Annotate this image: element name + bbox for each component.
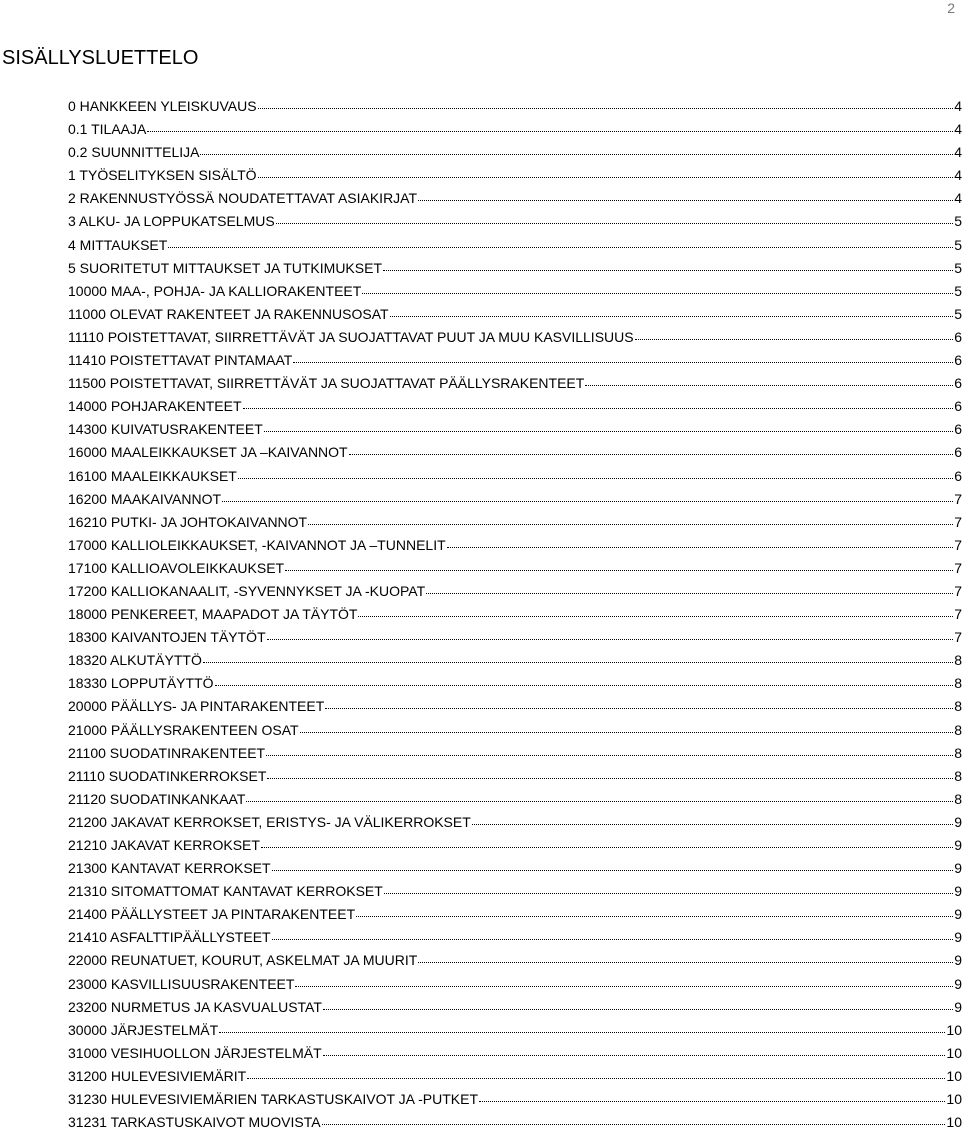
- toc-title: SISÄLLYSLUETTELO: [2, 47, 199, 69]
- toc-leader-dots: [246, 789, 953, 802]
- toc-leader-dots: [261, 835, 953, 848]
- toc-entry[interactable]: [68, 765, 962, 788]
- toc-entry[interactable]: [68, 649, 962, 672]
- toc-leader-dots: [168, 235, 953, 248]
- toc-entry-page: 9: [954, 975, 962, 992]
- toc-entry-label: 21300 KANTAVAT KERROKSET: [68, 860, 271, 877]
- toc-entry-page: 10: [946, 1021, 962, 1038]
- toc-leader-dots: [362, 281, 953, 294]
- toc-entry-page: 7: [954, 513, 962, 530]
- toc-entry[interactable]: [68, 1042, 962, 1065]
- toc-entry-label: 21400 PÄÄLLYSTEET JA PINTARAKENTEET: [68, 906, 356, 923]
- toc-entry[interactable]: [68, 326, 962, 349]
- toc-entry-label: 14300 KUIVATUSRAKENTEET: [68, 421, 263, 438]
- toc-entry-label: 21110 SUODATINKERROKSET: [68, 767, 267, 784]
- toc-entry-page: 9: [954, 813, 962, 830]
- toc-entry-label: 21410 ASFALTTIPÄÄLLYSTEET: [68, 929, 271, 946]
- toc-leader-dots: [383, 258, 953, 271]
- toc-entry-label: 10000 MAA-, POHJA- JA KALLIORAKENTEET: [68, 282, 362, 299]
- toc-entry[interactable]: [68, 834, 962, 857]
- toc-entry-label: 16000 MAALEIKKAUKSET JA –KAIVANNOT: [68, 444, 348, 461]
- toc-leader-dots: [418, 950, 953, 963]
- toc-entry-page: 4: [954, 144, 962, 161]
- toc-entry-page: 7: [954, 559, 962, 576]
- toc-leader-dots: [300, 720, 954, 733]
- toc-entry-page: 8: [954, 698, 962, 715]
- toc-leader-dots: [384, 881, 953, 894]
- toc-entry-label: 0.1 TILAAJA: [68, 121, 147, 138]
- toc-entry-page: 6: [954, 375, 962, 392]
- toc-entry[interactable]: [68, 580, 962, 603]
- toc-entry[interactable]: [68, 672, 962, 695]
- toc-leader-dots: [472, 812, 953, 825]
- toc-leader-dots: [200, 142, 953, 155]
- toc-leader-dots: [635, 327, 954, 340]
- toc-entry-page: 5: [954, 305, 962, 322]
- toc-entry[interactable]: [68, 488, 962, 511]
- toc-entry[interactable]: [68, 903, 962, 926]
- toc-entry-page: 5: [954, 282, 962, 299]
- toc-entry-page: 8: [954, 790, 962, 807]
- toc-entry-label: 14000 POHJARAKENTEET: [68, 398, 242, 415]
- toc-entry-page: 5: [954, 213, 962, 230]
- toc-entry[interactable]: [68, 1111, 962, 1134]
- toc-entry-page: 8: [954, 767, 962, 784]
- toc-entry[interactable]: [68, 210, 962, 233]
- toc-entry-label: 31231 TARKASTUSKAIVOT MUOVISTA: [68, 1114, 321, 1131]
- toc-entry[interactable]: [68, 257, 962, 280]
- toc-entry-page: 7: [954, 582, 962, 599]
- toc-leader-dots: [264, 419, 953, 432]
- toc-entry-label: 18330 LOPPUTÄYTTÖ: [68, 675, 214, 692]
- toc-entry[interactable]: [68, 303, 962, 326]
- toc-entry-page: 9: [954, 952, 962, 969]
- toc-entry[interactable]: [68, 603, 962, 626]
- toc-entry-page: 7: [954, 536, 962, 553]
- toc-entry[interactable]: [68, 719, 962, 742]
- toc-leader-dots: [356, 904, 953, 917]
- toc-entry-label: 11500 POISTETTAVAT, SIIRRETTÄVÄT JA SUOJATTAVAT PÄÄLLYSRAKENTEET: [68, 375, 585, 392]
- toc-entry-label: 2 RAKENNUSTYÖSSÄ NOUDATETTAVAT ASIAKIRJAT: [68, 190, 418, 207]
- toc-entry[interactable]: [68, 1019, 962, 1042]
- toc-entry[interactable]: [68, 164, 962, 187]
- toc-entry[interactable]: [68, 811, 962, 834]
- toc-entry-page: 4: [954, 121, 962, 138]
- toc-entry-page: 4: [954, 167, 962, 184]
- toc-entry[interactable]: [68, 1065, 962, 1088]
- toc-leader-dots: [215, 673, 954, 686]
- toc-entry-label: 3 ALKU- JA LOPPUKATSELMUS: [68, 213, 275, 230]
- toc-entry-label: 31200 HULEVESIVIEMÄRIT: [68, 1067, 247, 1084]
- toc-entry-label: 20000 PÄÄLLYS- JA PINTARAKENTEET: [68, 698, 325, 715]
- toc-entry-label: 18320 ALKUTÄYTTÖ: [68, 652, 202, 669]
- toc-leader-dots: [272, 927, 954, 940]
- toc-entry-page: 6: [954, 467, 962, 484]
- toc-entry-page: 6: [954, 398, 962, 415]
- toc-entry[interactable]: [68, 949, 962, 972]
- toc-leader-dots: [426, 581, 953, 594]
- toc-entry-page: 7: [954, 629, 962, 646]
- toc-entry-page: 9: [954, 837, 962, 853]
- toc-leader-dots: [447, 535, 954, 548]
- toc-entry-page: 6: [954, 444, 962, 461]
- toc-entry-label: 11410 POISTETTAVAT PINTAMAAT: [68, 352, 293, 369]
- toc-entry-page: 7: [954, 606, 962, 623]
- toc-entry[interactable]: [68, 118, 962, 141]
- toc-leader-dots: [322, 1112, 946, 1125]
- toc-entry[interactable]: [68, 926, 962, 949]
- toc-entry-page: 6: [954, 421, 962, 438]
- toc-entry-label: 31000 VESIHUOLLON JÄRJESTELMÄT: [68, 1044, 322, 1061]
- toc-leader-dots: [418, 188, 953, 201]
- toc-leader-dots: [349, 442, 954, 455]
- toc-entry-label: 1 TYÖSELITYKSEN SISÄLTÖ: [68, 167, 257, 184]
- toc-leader-dots: [308, 512, 953, 525]
- toc-entry-page: 9: [954, 998, 962, 1015]
- toc-entry[interactable]: [68, 996, 962, 1019]
- toc-entry[interactable]: [68, 418, 962, 441]
- toc-entry-label: 21120 SUODATINKANKAAT: [68, 790, 246, 807]
- toc-entry-label: 16100 MAALEIKKAUKSET: [68, 467, 237, 484]
- toc-leader-dots: [272, 858, 954, 871]
- toc-entry[interactable]: [68, 1088, 962, 1111]
- toc-entry[interactable]: [68, 395, 962, 418]
- toc-entry-label: 0 HANKKEEN YLEISKUVAUS: [68, 98, 257, 114]
- toc-entry[interactable]: [68, 695, 962, 718]
- toc-entry-label: 22000 REUNATUET, KOURUT, ASKELMAT JA MUURIT: [68, 952, 418, 969]
- toc-leader-dots: [222, 489, 953, 502]
- toc-entry[interactable]: [68, 465, 962, 488]
- toc-leader-dots: [258, 96, 954, 109]
- toc-leader-dots: [147, 119, 953, 132]
- toc-entry[interactable]: [68, 857, 962, 880]
- toc-entry-page: 7: [954, 490, 962, 507]
- toc-entry-page: 8: [954, 675, 962, 692]
- toc-entry[interactable]: [68, 280, 962, 303]
- toc-entry-label: 11000 OLEVAT RAKENTEET JA RAKENNUSOSAT: [68, 305, 389, 322]
- toc-entry[interactable]: [68, 441, 962, 464]
- toc-entry-label: 16200 MAAKAIVANNOT: [68, 490, 222, 507]
- toc-leader-dots: [293, 350, 953, 363]
- toc-entry-page: 4: [954, 190, 962, 207]
- toc-entry-label: 18300 KAIVANTOJEN TÄYTÖT: [68, 629, 266, 646]
- toc-leader-dots: [323, 1043, 946, 1056]
- toc-leader-dots: [258, 165, 954, 178]
- toc-entry-label: 17100 KALLIOAVOLEIKKAUKSET: [68, 559, 285, 576]
- toc-entry-label: 23000 KASVILLISUUSRAKENTEET: [68, 975, 295, 992]
- toc-leader-dots: [479, 1089, 945, 1102]
- toc-leader-dots: [267, 627, 954, 640]
- toc-entry-page: 5: [954, 259, 962, 276]
- toc-entry-page: 10: [946, 1091, 962, 1108]
- toc-leader-dots: [266, 743, 953, 756]
- toc-entry[interactable]: [68, 534, 962, 557]
- toc-entry-page: 4: [954, 98, 962, 114]
- toc-entry-label: 21000 PÄÄLLYSRAKENTEEN OSAT: [68, 721, 299, 738]
- toc-entry-label: 21310 SITOMATTOMAT KANTAVAT KERROKSET: [68, 883, 383, 900]
- toc-leader-dots: [325, 696, 953, 709]
- toc-entry-label: 31230 HULEVESIVIEMÄRIEN TARKASTUSKAIVOT JA -PUTKET: [68, 1091, 479, 1108]
- toc-leader-dots: [295, 974, 953, 987]
- toc-leader-dots: [390, 304, 954, 317]
- toc-entry-label: 23200 NURMETUS JA KASVUALUSTAT: [68, 998, 322, 1015]
- toc-leader-dots: [585, 373, 953, 386]
- page-number: 2: [947, 0, 955, 16]
- toc-entry-label: 0.2 SUUNNITTELIJA: [68, 144, 200, 161]
- toc-entry-page: 9: [954, 860, 962, 877]
- toc-entry-page: 8: [954, 721, 962, 738]
- toc-entry-page: 6: [954, 352, 962, 369]
- toc-entry-label: 30000 JÄRJESTELMÄT: [68, 1021, 219, 1038]
- toc-entry[interactable]: [68, 742, 962, 765]
- toc-entry-label: 21100 SUODATINRAKENTEET: [68, 744, 266, 761]
- toc-leader-dots: [238, 466, 953, 479]
- toc-leader-dots: [358, 604, 953, 617]
- toc-entry-page: 9: [954, 906, 962, 923]
- toc-entry[interactable]: [68, 349, 962, 372]
- toc-entry[interactable]: [68, 973, 962, 996]
- toc-entry-label: 4 MITTAUKSET: [68, 236, 168, 253]
- toc-entry-page: 8: [954, 744, 962, 761]
- toc-entry[interactable]: [68, 187, 962, 210]
- toc-entry[interactable]: [68, 372, 962, 395]
- toc-entry[interactable]: [68, 234, 962, 257]
- toc-entry-label: 17000 KALLIOLEIKKAUKSET, -KAIVANNOT JA –TUNNELIT: [68, 536, 446, 553]
- toc-entry-label: 21210 JAKAVAT KERROKSET: [68, 837, 260, 853]
- toc-entry-label: 11110 POISTETTAVAT, SIIRRETTÄVÄT JA SUOJATTAVAT PUUT JA MUU KASVILLISUUS: [68, 328, 634, 345]
- toc-leader-dots: [203, 650, 953, 663]
- toc-entry-label: 21200 JAKAVAT KERROKSET, ERISTYS- JA VÄLIKERROKSET: [68, 813, 471, 830]
- toc-entry[interactable]: [68, 557, 962, 580]
- toc-leader-dots: [276, 211, 953, 224]
- toc-entry-page: 8: [954, 652, 962, 669]
- toc-leader-dots: [267, 766, 953, 779]
- toc-entry[interactable]: [68, 511, 962, 534]
- toc-leader-dots: [243, 396, 954, 409]
- toc-entry-page: 9: [954, 929, 962, 946]
- toc-entry-page: 10: [946, 1067, 962, 1084]
- toc-entry-page: 10: [946, 1044, 962, 1061]
- toc-entry[interactable]: [68, 626, 962, 649]
- toc-entry[interactable]: [68, 788, 962, 811]
- toc-entry-label: 17200 KALLIOKANAALIT, -SYVENNYKSET JA -KUOPAT: [68, 582, 426, 599]
- toc-entry[interactable]: [68, 95, 962, 118]
- toc-leader-dots: [285, 558, 953, 571]
- toc-list: [68, 95, 962, 1134]
- toc-entry-label: 18000 PENKEREET, MAAPADOT JA TÄYTÖT: [68, 606, 358, 623]
- toc-leader-dots: [219, 1020, 945, 1033]
- toc-entry-label: 5 SUORITETUT MITTAUKSET JA TUTKIMUKSET: [68, 259, 383, 276]
- toc-leader-dots: [323, 997, 953, 1010]
- toc-entry-label: 16210 PUTKI- JA JOHTOKAIVANNOT: [68, 513, 308, 530]
- toc-leader-dots: [247, 1066, 945, 1079]
- toc-entry-page: 9: [954, 883, 962, 900]
- toc-entry-page: 5: [954, 236, 962, 253]
- toc-entry-page: 10: [946, 1114, 962, 1131]
- toc-entry-page: 6: [954, 328, 962, 345]
- toc-entry[interactable]: [68, 880, 962, 903]
- toc-entry[interactable]: [68, 141, 962, 164]
